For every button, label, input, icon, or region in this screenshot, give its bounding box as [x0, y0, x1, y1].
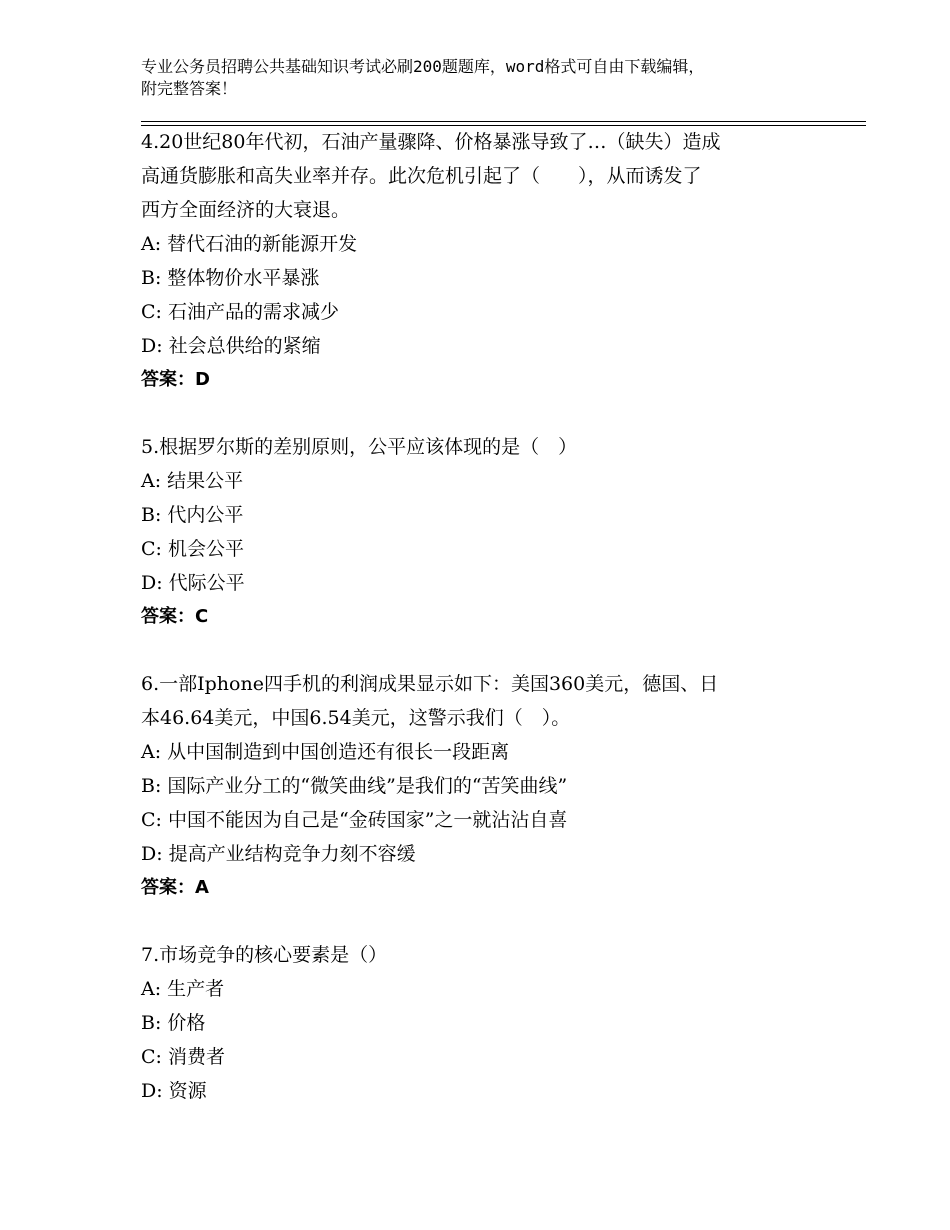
- option-c: C: 消费者: [141, 1046, 225, 1068]
- option-d: D: 代际公平: [141, 572, 245, 594]
- option-a: A: 生产者: [141, 978, 225, 1000]
- question-stem-line: 5.根据罗尔斯的差别原则，公平应该体现的是（ ）: [141, 436, 578, 458]
- answer-line: 答案：D: [141, 369, 210, 390]
- question-6: [141, 667, 841, 905]
- question-list: [141, 125, 841, 1141]
- option-d: D: 提高产业结构竞争力刻不容缓: [141, 843, 416, 865]
- question-7: [141, 938, 841, 1108]
- option-c: C: 石油产品的需求减少: [141, 301, 339, 323]
- option-a: A: 从中国制造到中国创造还有很长一段距离: [141, 741, 510, 763]
- header-rule-top: [141, 121, 866, 122]
- question-stem-line: 高通货膨胀和高失业率并存。此次危机引起了（ ），从而诱发了: [141, 165, 702, 187]
- option-a: A: 替代石油的新能源开发: [141, 233, 358, 255]
- question-4: [141, 125, 841, 397]
- option-b: B: 整体物价水平暴涨: [141, 267, 320, 289]
- question-stem-line: 7.市场竞争的核心要素是（）: [141, 944, 388, 966]
- option-a: A: 结果公平: [141, 470, 244, 492]
- answer-line: 答案：A: [141, 877, 209, 898]
- question-stem-line: 本46.64美元，中国6.54美元，这警示我们（ ）。: [141, 707, 571, 729]
- option-d: D: 资源: [141, 1080, 207, 1102]
- question-stem-line: 6.一部Iphone四手机的利润成果显示如下：美国360美元，德国、日: [141, 673, 719, 695]
- option-b: B: 代内公平: [141, 504, 244, 526]
- document-header: [141, 56, 841, 100]
- option-b: B: 价格: [141, 1012, 206, 1034]
- option-c: C: 中国不能因为自己是“金砖国家”之一就沾沾自喜: [141, 809, 568, 831]
- header-line-2: 附完整答案！: [141, 79, 238, 98]
- question-stem-line: 西方全面经济的大衰退。: [141, 199, 351, 221]
- option-d: D: 社会总供给的紧缩: [141, 335, 321, 357]
- option-c: C: 机会公平: [141, 538, 244, 560]
- header-line-1: 专业公务员招聘公共基础知识考试必刷200题题库，word格式可自由下载编辑，: [141, 57, 705, 76]
- option-b: B: 国际产业分工的“微笑曲线”是我们的“苦笑曲线”: [141, 775, 568, 797]
- answer-line: 答案：C: [141, 606, 209, 627]
- question-stem-line: 4.20世纪80年代初，石油产量骤降、价格暴涨导致了…（缺失）造成: [141, 131, 721, 153]
- question-5: [141, 430, 841, 634]
